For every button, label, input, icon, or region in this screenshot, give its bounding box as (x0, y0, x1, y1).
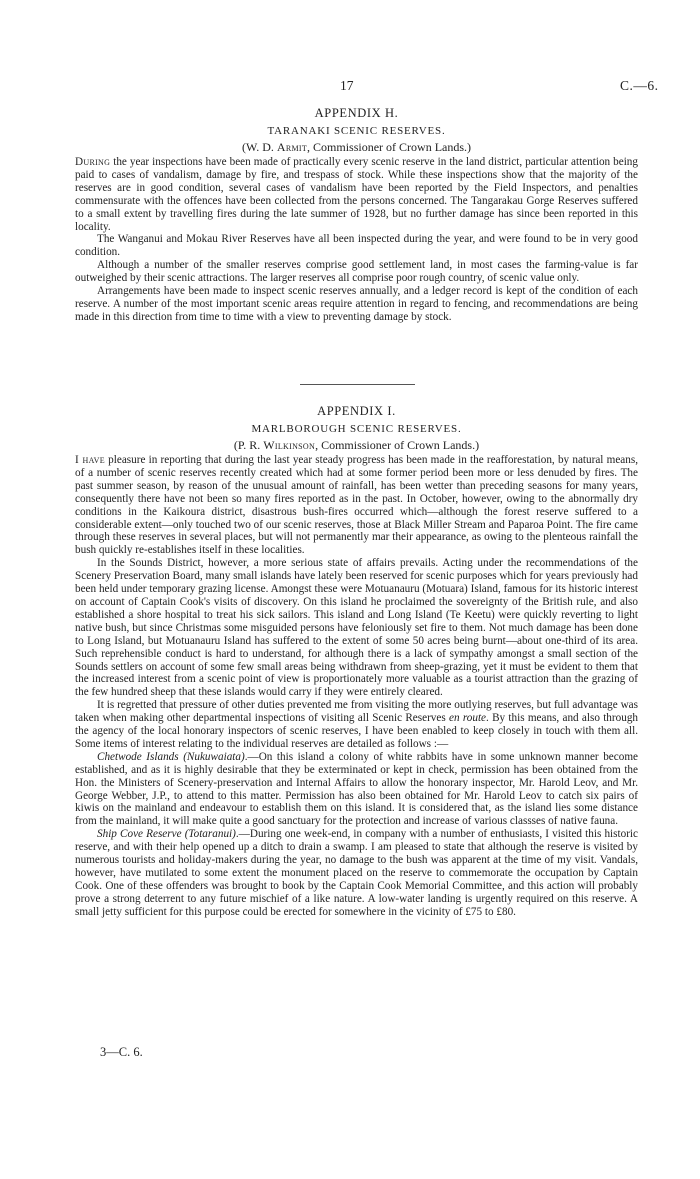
paragraph-emphasis: en route (448, 712, 487, 725)
byline-author: Wilkinson (263, 438, 316, 452)
page-number: 17 (340, 78, 354, 93)
byline-suffix: , Commissioner of Crown Lands.) (307, 140, 472, 154)
reserve-title: Ship Cove Reserve (Totaranui) (97, 828, 236, 841)
page-header (0, 78, 700, 98)
appendix-h-byline (75, 139, 638, 156)
byline-suffix: , Commissioner of Crown Lands.) (315, 438, 480, 452)
paragraph-text: the year inspections have been made of practically every scenic reserve in the land district, particular attention being paid to cases of vandalism, damage by fire, and trespass of stock. While these inspections show that the majority of the reserves are in good condition, several cases of vandalism have been reported by the Field Inspectors, and penalties commensurate with the offences have been collected from the persons concerned. The Tangarakau Gorge Reserves suffered to a small extent by travelling fires during the late summer of 1928, but no further damage has since been reported in this locality. (75, 156, 638, 233)
byline-prefix: (P. R. (233, 438, 264, 452)
appendix-h-heading: APPENDIX H. (314, 106, 399, 120)
paragraph: In the Sounds District, however, a more serious state of affairs prevails. Acting under the recommendations of the Scenery Preservation Board, many small islands have lately been reserved for scenic purposes which for years previously had been held under temporary grazing license. Amongst these were Motuanauru (Motuara) Island, famous for its historic interest on account of Captain Cook's visits of discovery. On this island he proclaimed the sovereignty of the British rule, and also established a shore hospital to treat his sick sailors. This island and Long Island (Te Keetu) were quickly reverting to light native bush, but since Christmas some misguided persons have feloniously set fire to them. Not much damage has been done to Long Island, but Motuanauru Island has suffered to the extent of some 50 acres being burnt—about one-third of its area. Such reprehensible conduct is hard to understand, for although there is a lack of sympathy amongst a small section of the Sounds settlers on account of some few small areas being withdrawn from sheep-grazing, yet it must be evident to them that the increased interest from a scenic point of view is proportionately more valuable as a tourist attraction than the grazing of the few hundred sheep that these islands would carry if they were entirely cleared. (75, 557, 638, 699)
page-footer: 3—C. 6. (100, 1045, 143, 1059)
paragraph: Although a number of the smaller reserves comprise good settlement land, in most cases the farming-value is far outweighed by their scenic attractions. The larger reserves all comprise poor rough country, of scenic value only. (75, 259, 638, 285)
paragraph (75, 699, 638, 751)
byline-author: Armit (276, 140, 308, 154)
paragraph (75, 156, 638, 233)
paragraph-text: .—On this island a colony of white rabbits have in some unknown manner become established, and as it is highly desirable that they be exterminated or kept in check, permission has been obtained from the Hon. the Ministers of Scenery-preservation and Internal Affairs to allow the honorary inspector, Mr. Harold Leov, and Mr. George Webber, J.P., to attend to this matter. Permission has also been obtained for Mr. Harold Leov to catch six pairs of kiwis on the mainland and endeavour to establish them on this island. It is considered that, as the island lies some distance from the mainland, it will make quite a good sanctuary for the protection and increase of various classses of native fauna. (75, 750, 638, 828)
section-divider (300, 384, 415, 385)
byline-prefix: (W. D. (241, 140, 277, 154)
paragraph-text: pleasure in reporting that during the last year steady progress has been made in the reafforestation, by natural means, of a number of scenic reserves recently created which had at some former period been more or less denuded by fires. The past summer season, by reason of the unusual amount of rainfall, has been wetter than preceding seasons for many years, consequently there have not been so many fires reported as in the past. In October, however, owing to the abnormally dry conditions in the Kaikoura district, disastrous bush-fires occurred which—although the forest reserve suffered to a considerable extent—only touched two of our scenic reserves, those at Black Miller Stream and Paparoa Point. The fire came through these reserves in several places, but will not permanently mar their appearance, as owing to the plenteous rainfall the bush quickly re-establishes itself in these localities. (75, 454, 638, 557)
appendix-h-section (75, 104, 638, 324)
paragraph-text: .—During one week-end, in company with a number of enthusiasts, I visited this historic reserve, and with their help opened up a ditch to drain a swamp. I am pleased to state that although the reserve is visited by numerous tourists and holiday-makers during the year, no damage to the bush was apparent at the time of my visit. Vandals, however, have mutilated to some extent the monument placed on the reserve to commemorate the occupation by Captain Cook. One of these offenders was brought to book by the Captain Cook Memorial Committee, and this action will probably prove a strong deterrent to any future mischief of a like nature. A low-water landing is urgently required on this reserve. A small jetty sufficient for this purpose could be erected for somewhere in the vicinity of £75 to £80. (75, 828, 638, 918)
appendix-i-subheading: MARLBOROUGH SCENIC RESERVES. (251, 423, 462, 435)
appendix-h-subheading: TARANAKI SCENIC RESERVES. (267, 125, 446, 137)
paragraph-text: . By this means, and also through the agency of the local honorary inspectors of scenic reserves, I have been enabled to keep closely in touch with them all. Some items of interest relating to the individual reserves are detailed as follows :— (75, 712, 639, 750)
paragraph: Arrangements have been made to inspect scenic reserves annually, and a ledger record is kept of the condition of each reserve. A number of the most important scenic areas require attention in regard to fencing, and recommendations are being made in this direction from time to time with a view to preventing damage by stock. (75, 285, 638, 323)
paragraph-lead: During (75, 156, 111, 168)
paragraph (75, 828, 638, 918)
paragraph-text: It is regretted that pressure of other duties prevented me from visiting the more outlying reserves, but full advantage was taken when making other departmental inspections of visiting all Scenic Reserves (75, 699, 638, 725)
paragraph (75, 751, 638, 828)
document-reference: C.—6. (620, 78, 659, 93)
appendix-i-section (75, 402, 638, 919)
appendix-i-heading: APPENDIX I. (317, 404, 396, 418)
paragraph (75, 454, 638, 557)
paragraph-lead: I have (75, 454, 105, 466)
paragraph: The Wanganui and Mokau River Reserves have all been inspected during the year, and were found to be in very good condition. (75, 233, 638, 259)
appendix-i-byline (75, 437, 638, 454)
reserve-title: Chetwode Islands (Nukuwaiata) (97, 750, 245, 763)
